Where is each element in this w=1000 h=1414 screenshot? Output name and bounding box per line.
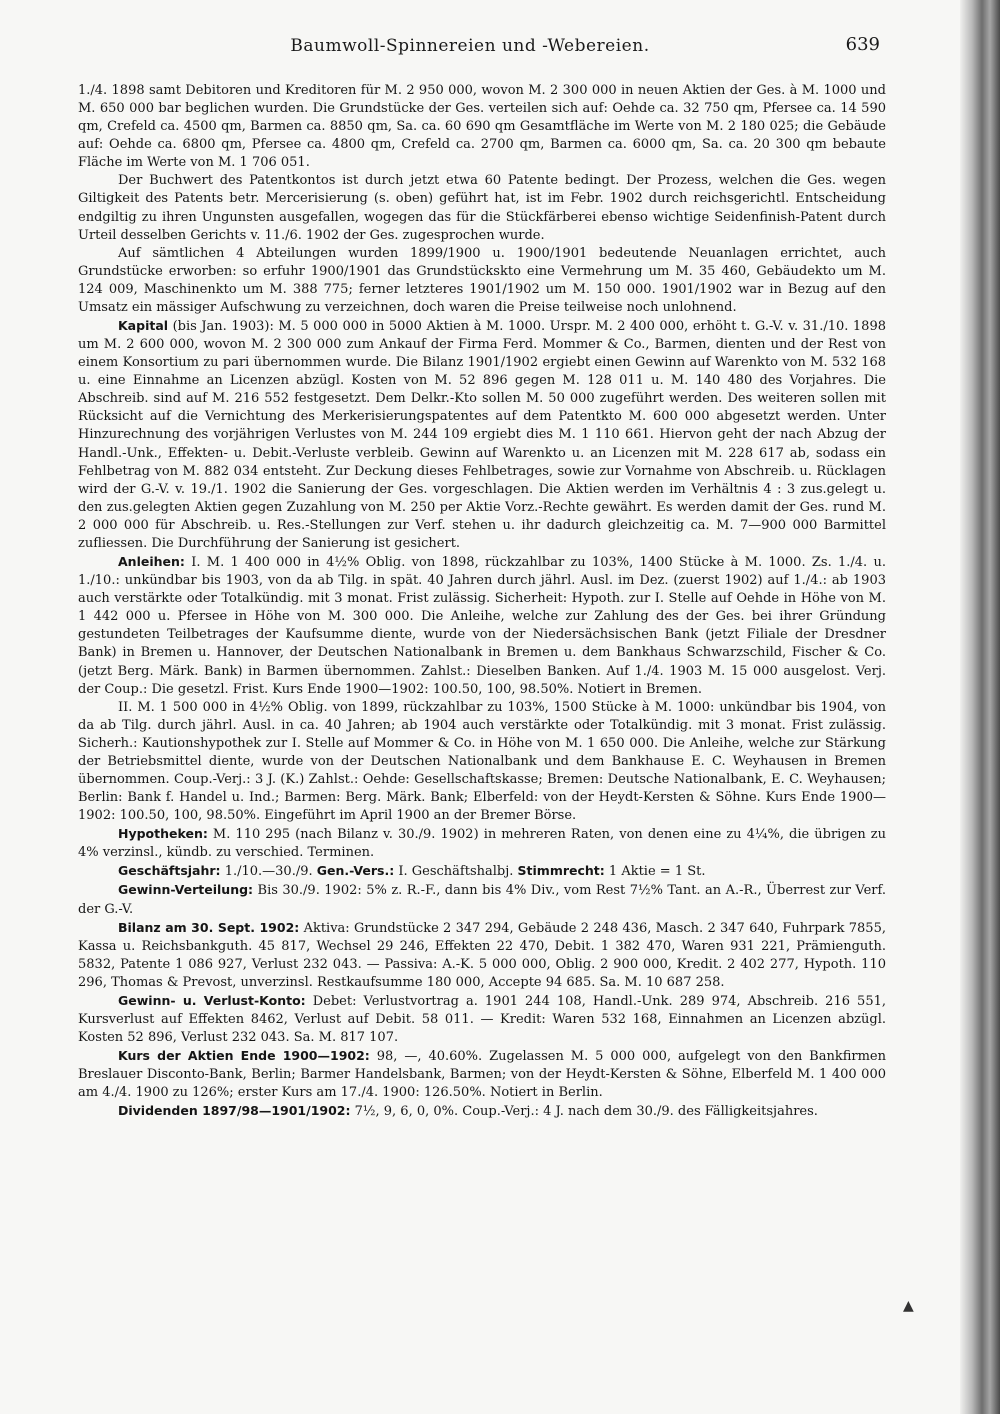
section-heading: Gen.-Vers.: <box>316 863 395 879</box>
paragraph-p8 <box>78 862 886 881</box>
margin-mark: ▲ <box>903 1298 914 1314</box>
paragraph-p2 <box>78 172 886 244</box>
paragraph-p1 <box>78 82 886 172</box>
paragraph-text: Bis 30./9. 1902: 5% z. R.-F., dann bis 4% Div., vom Rest 7½% Tant. an A.-R., Überrest zur Verf. der G.-V. <box>78 883 886 917</box>
section-heading: Dividenden 1897/98—1901/1902: <box>118 1103 351 1119</box>
paragraph-p12 <box>78 1047 886 1102</box>
paragraph-text: II. M. 1 500 000 in 4½% Oblig. von 1899, rückzahlbar zu 103%, 1500 Stücke à M. 1000: unkündbar bis 1904, von da ab Tilg. durch jährl. Ausl. in ca. 40 Jahren; ab 1904 auch verstärkte oder Totalkündig. mit 3 monat. Frist zulässig. Sicherh.: Kautionshypothek zur I. Stelle auf Mommer & Co. in Höhe von M. 1 650 000. Die Anleihe, welche zur Stärkung der Betriebsmittel diente, wurde von der Deutschen Nationalbank und dem Bankhause E. C. Weyhausen in Bremen übernommen. Coup.-Verj.: 3 J. (K.) Zahlst.: Oehde: Gesellschaftskasse; Bremen: Deutsche Nationalbank, E. C. Weyhausen; Berlin: Bank f. Handel u. Ind.; Barmen: Berg. Märk. Bank; Elberfeld: von der Heydt-Kersten & Söhne. Kurs Ende 1900—1902: 100.50, 100, 98.50%. Eingeführt im April 1900 an der Bremer Börse. <box>78 699 886 824</box>
paragraph-text: 98, —, 40.60%. Zugelassen M. 5 000 000, aufgelegt von den Bankfirmen Breslauer Disconto-Bank, Berlin; Barmer Handelsbank, Barmen; von der Heydt-Kersten & Söhne, Elberfeld M. 1 400 000 am 4./4. 1900 zu 126%; erster Kurs am 17./4. 1900: 126.50%. Notiert in Berlin. <box>78 1049 886 1101</box>
paragraph-p3 <box>78 245 886 317</box>
section-heading: Stimmrecht: <box>517 863 605 879</box>
paragraph-text: 1./10.—30./9. <box>220 864 317 880</box>
section-heading: Kapital <box>118 318 169 334</box>
page-number: 639 <box>845 34 880 55</box>
section-heading: Anleihen: <box>118 554 185 570</box>
section-heading: Gewinn- u. Verlust-Konto: <box>118 992 306 1008</box>
paragraph-text: (bis Jan. 1903): M. 5 000 000 in 5000 Aktien à M. 1000. Urspr. M. 2 400 000, erhöht t. G.-V. v. 31./10. 1898 um M. 2 600 000, wovon M. 2 300 000 zum Ankauf der Firma Ferd. Mommer & Co., Barmen, dienten und der Rest von einem Konsortium zu pari übernommen wurde. Die Bilanz 1901/1902 ergiebt einen Gewinn auf Warenkto von M. 532 168 u. eine Einnahme an Licenzen abzügl. Kosten von M. 52 896 gegen M. 128 011 u. M. 140 480 des Vorjahres. Die Abschreib. sind auf M. 216 552 festgesetzt. Dem Delkr.-Kto sollen M. 50 000 zugeführt werden. Des weiteren sollen mit Rücksicht auf die Vernichtung des Merkerisierungspatentes auf dem Patentkto M. 600 000 abgesetzt werden. Unter Hinzurechnung des vorjährigen Verlustes von M. 244 109 ergiebt dies M. 1 110 661. Hiervon geht der nach Abzug der Handl.-Unk., Effekten- u. Debit.-Verluste verbleib. Gewinn auf Warenkto u. an Licenzen mit M. 228 617 ab, sodass ein Fehlbetrag von M. 882 034 entsteht. Zur Deckung dieses Fehlbetrages, sowie zur Vornahme von Abschreib. u. Rücklagen wird der G.-V. v. 19./1. 1902 die Sanierung der Ges. vorgeschlagen. Die Aktien werden im Verhältnis 4 : 3 zus.gelegt u. den zus.gelegten Aktien gegen Zuzahlung von M. 250 per Aktie Vorz.-Rechte gewährt. Es werden damit der Ges. rund M. 2 000 000 für Abschreib. u. Res.-Stellungen zur Verf. stehen u. ihr dadurch gleichzeitig ca. M. 7—900 000 Barmittel zufliessen. Die Durchführung der Sanierung ist gesichert. <box>78 319 886 551</box>
page-header-title: Baumwoll-Spinnereien und -Webereien. <box>290 36 650 56</box>
paragraph-p6 <box>78 699 886 826</box>
paragraph-text: 1./4. 1898 samt Debitoren und Kreditoren für M. 2 950 000, wovon M. 2 300 000 in neuen Aktien der Ges. à M. 1000 und M. 650 000 bar beglichen wurden. Die Grundstücke der Ges. verteilen sich auf: Oehde ca. 32 750 qm, Pfersee ca. 14 590 qm, Crefeld ca. 4500 qm, Barmen ca. 8850 qm, Sa. ca. 60 690 qm Gesamtfläche im Werte von M. 2 180 025; die Gebäude auf: Oehde ca. 6800 qm, Pfersee ca. 4800 qm, Crefeld ca. 2700 qm, Barmen ca. 6000 qm, Sa. ca. 20 300 qm bebaute Fläche im Werte von M. 1 706 051. <box>78 83 886 171</box>
book-binding-edge <box>960 0 1000 1414</box>
paragraph-text: Der Buchwert des Patentkontos ist durch jetzt etwa 60 Patente bedingt. Der Prozess, welchen die Ges. wegen Giltigkeit des Patents betr. Mercerisierung (s. oben) geführt hat, ist im Febr. 1902 durch reichsgerichtl. Entscheidung endgiltig zu ihren Ungunsten ausgefallen, wogegen das für die Stückfärberei ebenso wichtige Seidenfinish-Patent durch Urteil desselben Gerichts v. 11./6. 1902 der Ges. zugesprochen wurde. <box>78 173 886 243</box>
paragraph-p7 <box>78 825 886 862</box>
paragraph-p10 <box>78 919 886 992</box>
paragraph-text: Auf sämtlichen 4 Abteilungen wurden 1899/1900 u. 1900/1901 bedeutende Neuanlagen errichtet, auch Grundstücke erworben: so erfuhr 1900/1901 das Grundstückskto eine Vermehrung um M. 35 460, Gebäudekto um M. 124 009, Maschinenkto um M. 388 775; ferner letzteres 1901/1902 um M. 150 000. 1901/1902 war in Bezug auf den Umsatz ein mässiger Aufschwung zu verzeichnen, doch waren die Preise teilweise noch unlohnend. <box>78 245 886 315</box>
paragraph-p11 <box>78 992 886 1047</box>
paragraph-p4 <box>78 317 886 553</box>
paragraph-text: Aktiva: Grundstücke 2 347 294, Gebäude 2 248 436, Masch. 2 347 640, Fuhrpark 7855, Kassa u. Reichsbankguth. 45 817, Wechsel 29 246, Effekten 22 470, Debit. 1 382 470, Waren 931 221, Prämienguth. 5832, Patente 1 086 927, Verlust 232 043. — Passiva: A.-K. 5 000 000, Oblig. 2 900 000, Kredit. 2 402 277, Hypoth. 110 296, Thomas & Prevost, unverzinsl. Restkaufsumme 180 000, Accepte 94 685. Sa. M. 10 687 258. <box>78 920 886 990</box>
paragraph-p5 <box>78 553 886 699</box>
paragraph-text: I. Geschäftshalbj. <box>394 864 518 880</box>
running-header <box>60 30 880 60</box>
document-body <box>78 82 886 1121</box>
section-heading: Gewinn-Verteilung: <box>118 882 254 898</box>
paragraph-text: Debet: Verlustvortrag a. 1901 244 108, Handl.-Unk. 289 974, Abschreib. 216 551, Kursverlust auf Effekten 8462, Verlust auf Debit. 58 011. — Kredit: Waren 532 168, Einnahmen an Licenzen abzügl. Kosten 52 896, Verlust 232 043. Sa. M. 817 107. <box>78 993 886 1046</box>
paragraph-text: M. 110 295 (nach Bilanz v. 30./9. 1902) in mehreren Raten, von denen eine zu 4¼%, die übrigen zu 4% verzinsl., kündb. zu verschied. Terminen. <box>78 827 886 861</box>
section-heading: Bilanz am 30. Sept. 1902: <box>118 919 300 935</box>
paragraph-p9 <box>78 881 886 918</box>
section-heading: Hypotheken: <box>118 826 208 842</box>
section-heading: Kurs der Aktien Ende 1900—1902: <box>118 1048 370 1064</box>
paragraph-text: I. M. 1 400 000 in 4½% Oblig. von 1898, rückzahlbar zu 103%, 1400 Stücke à M. 1000. Zs. 1./4. u. 1./10.: unkündbar bis 1903, von da ab Tilg. in spät. 40 Jahren durch jährl. Ausl. im Dez. (zuerst 1902) auf 1./4.: ab 1903 auch verstärkte oder Totalkündig. mit 3 monat. Frist zulässig. Sicherheit: Hypoth. zur I. Stelle auf Oehde in Höhe von M. 1 442 000 u. Pfersee in Höhe von M. 300 000. Die Anleihe, welche zur Zahlung des der Ges. bei ihrer Gründung gestundeten Teilbetrages der Kaufsumme diente, wurde von der Niedersächsischen Bank (jetzt Filiale der Dresdner Bank) in Bremen u. Hannover, der Deutschen Nationalbank in Bremen u. dem Bankhaus Schwarzschild, Fischer & Co. (jetzt Berg. Märk. Bank) in Barmen übernommen. Zahlst.: Dieselben Banken. Auf 1./4. 1903 M. 15 000 ausgelost. Verj. der Coup.: Die gesetzl. Frist. Kurs Ende 1900—1902: 100.50, 100, 98.50%. Notiert in Bremen. <box>78 555 886 697</box>
paragraph-text: 1 Aktie = 1 St. <box>604 864 706 880</box>
paragraph-text: 7½, 9, 6, 0, 0%. Coup.-Verj.: 4 J. nach dem 30./9. des Fälligkeitsjahres. <box>350 1104 818 1120</box>
section-heading: Geschäftsjahr: <box>118 863 221 879</box>
paragraph-p13 <box>78 1102 886 1121</box>
